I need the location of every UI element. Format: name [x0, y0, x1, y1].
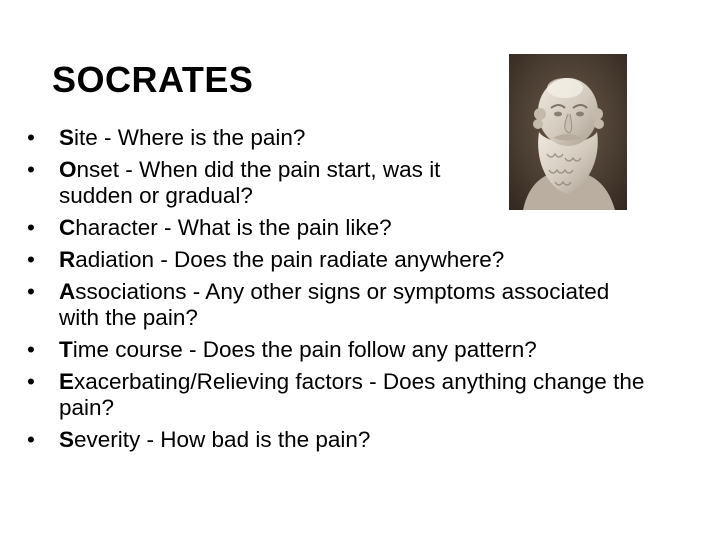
item-text: ssociations - Any other signs or symptoms associated with the pain? [59, 279, 610, 330]
slide-title: SOCRATES [52, 59, 254, 100]
item-text: ite - Where is the pain? [74, 125, 306, 150]
list-item [27, 427, 667, 453]
item-text: ime course - Does the pain follow any pattern? [72, 337, 537, 362]
mnemonic-letter: R [59, 247, 76, 272]
mnemonic-letter: A [59, 279, 76, 304]
mnemonic-letter: O [59, 157, 77, 182]
mnemonic-letter: E [59, 369, 75, 394]
item-text: xacerbating/Relieving factors - Does anything change the pain? [59, 369, 645, 420]
bullet-icon: • [27, 215, 35, 240]
bullet-icon: • [27, 369, 35, 394]
list-item [27, 337, 667, 363]
socrates-bullet-list [27, 125, 667, 459]
mnemonic-letter: T [59, 337, 73, 362]
bullet-icon: • [27, 427, 35, 452]
mnemonic-letter: S [59, 125, 75, 150]
bullet-icon: • [27, 125, 35, 150]
list-item [27, 215, 667, 241]
list-item [27, 279, 619, 331]
mnemonic-letter: S [59, 427, 75, 452]
list-item [27, 369, 649, 421]
item-text: everity - How bad is the pain? [74, 427, 371, 452]
list-item [27, 247, 667, 273]
bullet-icon: • [27, 247, 35, 272]
mnemonic-letter: C [59, 215, 76, 240]
bullet-icon: • [27, 157, 35, 182]
list-item [27, 125, 667, 151]
bullet-icon: • [27, 279, 35, 304]
item-text: haracter - What is the pain like? [75, 215, 392, 240]
item-text: adiation - Does the pain radiate anywhere? [75, 247, 505, 272]
item-text: nset - When did the pain start, was it sudden or gradual? [59, 157, 441, 208]
bullet-icon: • [27, 337, 35, 362]
list-item [27, 157, 459, 209]
